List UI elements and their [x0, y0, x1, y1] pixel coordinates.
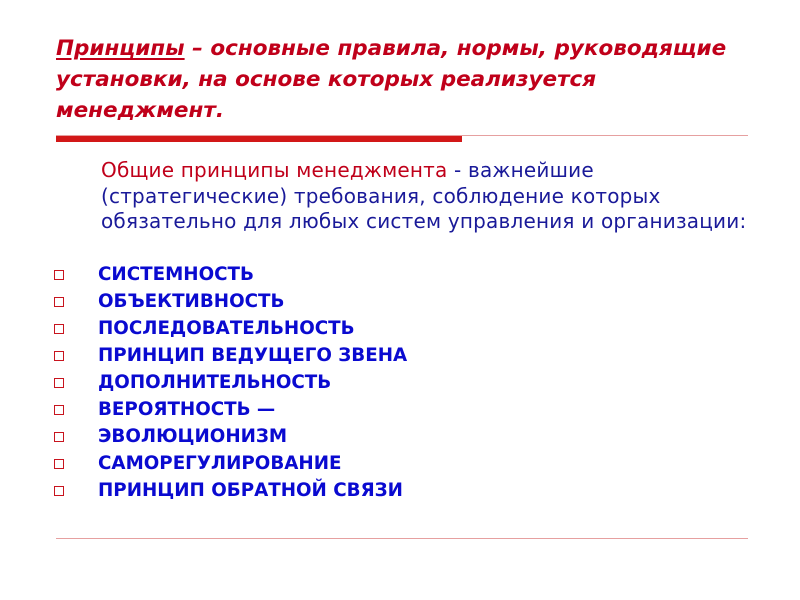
list-item: [50, 315, 407, 342]
footer-divider: [56, 538, 748, 539]
list-item-label: ПРИНЦИП ОБРАТНОЙ СВЯЗИ: [98, 480, 403, 501]
title-lead: Принципы: [56, 36, 185, 61]
title-rest: – основные правила, нормы, руководящие установки, на основе которых реализуется менеджмент.: [56, 36, 727, 123]
hollow-square-icon: [54, 432, 64, 442]
list-item-label: ВЕРОЯТНОСТЬ —: [98, 399, 276, 420]
intro-rest: - важнейшие (стратегические) требования, соблюдение которых обязательно для любых систем управления и организации:: [101, 158, 747, 233]
list-item-label: ПОСЛЕДОВАТЕЛЬНОСТЬ: [98, 318, 355, 339]
hollow-square-icon: [54, 459, 64, 469]
list-item: [50, 261, 407, 288]
list-item: [50, 450, 407, 477]
hollow-square-icon: [54, 486, 64, 496]
hollow-square-icon: [54, 270, 64, 280]
intro-accent: Общие принципы менеджмента: [101, 158, 448, 182]
list-item-label: ЭВОЛЮЦИОНИЗМ: [98, 426, 288, 447]
list-item: [50, 477, 407, 504]
slide-title: [56, 33, 746, 126]
list-item: [50, 369, 407, 396]
hollow-square-icon: [54, 405, 64, 415]
hollow-square-icon: [54, 378, 64, 388]
list-item: [50, 288, 407, 315]
list-item-label: ПРИНЦИП ВЕДУЩЕГО ЗВЕНА: [98, 345, 408, 366]
hollow-square-icon: [54, 351, 64, 361]
hollow-square-icon: [54, 297, 64, 307]
list-item-label: ОБЪЕКТИВНОСТЬ: [98, 291, 285, 312]
hollow-square-icon: [54, 324, 64, 334]
list-item: [50, 423, 407, 450]
list-item-label: СИСТЕМНОСТЬ: [98, 264, 254, 285]
intro-paragraph: [101, 158, 751, 235]
list-item-label: ДОПОЛНИТЕЛЬНОСТЬ: [98, 372, 332, 393]
principles-list: [50, 261, 407, 504]
list-item: [50, 396, 407, 423]
title-divider-accent: [56, 136, 462, 142]
list-item: [50, 342, 407, 369]
list-item-label: САМОРЕГУЛИРОВАНИЕ: [98, 453, 342, 474]
